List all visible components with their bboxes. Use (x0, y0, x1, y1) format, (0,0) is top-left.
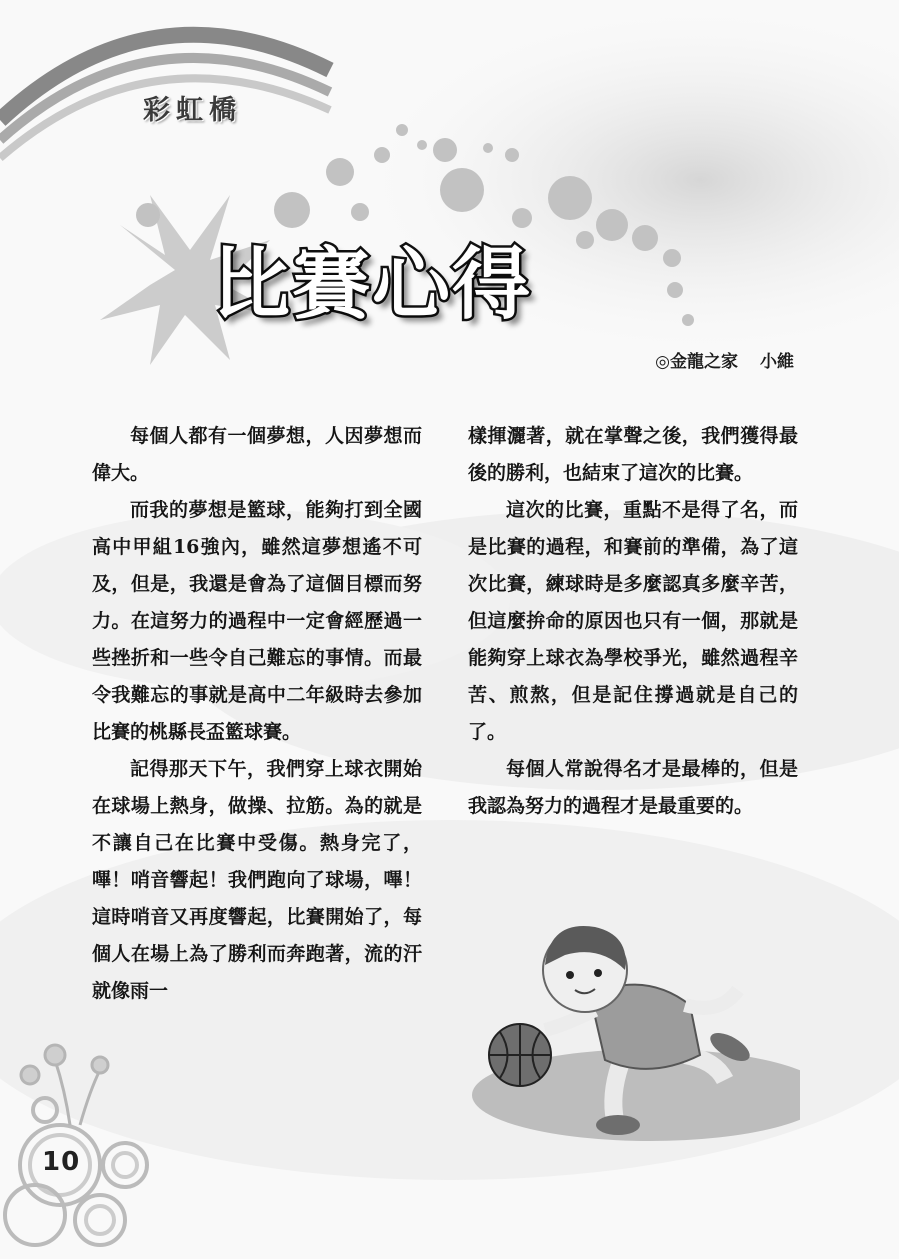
article-title: 比賽心得 (212, 240, 533, 330)
byline-author: 小維 (760, 352, 794, 372)
paragraph: 而我的夢想是籃球，能夠打到全國高中甲組16強內，雖然這夢想遙不可及，但是，我還是會為了這個目標而努力。在這努力的過程中一定會經歷過一些挫折和一些令自己難忘的事情。而最令我難忘的事就是高中二年級時去參加比賽的桃縣長盃籃球賽。 (92, 499, 422, 743)
byline-org: ◎金龍之家 (655, 352, 738, 372)
paragraph: 這次的比賽，重點不是得了名，而是比賽的過程，和賽前的準備，為了這次比賽，練球時是多麼認真多麼辛苦，但這麼拚命的原因也只有一個，那就是能夠穿上球衣為學校爭光，雖然過程辛苦、煎熬，但是記住撐過就是自己的了。 (468, 499, 798, 743)
article-column-right (468, 418, 798, 825)
basketball-player-illustration (470, 915, 800, 1145)
paragraph: 記得那天下午，我們穿上球衣開始在球場上熱身，做操、拉筋。為的就是不讓自己在比賽中受傷。熱身完了，嗶！哨音響起！我們跑向了球場，嗶！這時哨音又再度響起，比賽開始了，每個人在場上為了勝利而奔跑著，流的汗就像雨一 (92, 758, 422, 1002)
page-number: 10 (42, 1147, 81, 1177)
paragraph: 每個人常說得名才是最棒的，但是我認為努力的過程才是最重要的。 (468, 758, 798, 817)
byline (655, 347, 794, 372)
paragraph: 每個人都有一個夢想，人因夢想而偉大。 (92, 425, 422, 484)
paragraph-continued: 樣揮灑著，就在掌聲之後，我們獲得最後的勝利，也結束了這次的比賽。 (468, 425, 798, 484)
section-label: 彩虹橋 (143, 95, 242, 126)
article-column-left (92, 418, 422, 1010)
basketball-icon (489, 1024, 551, 1086)
